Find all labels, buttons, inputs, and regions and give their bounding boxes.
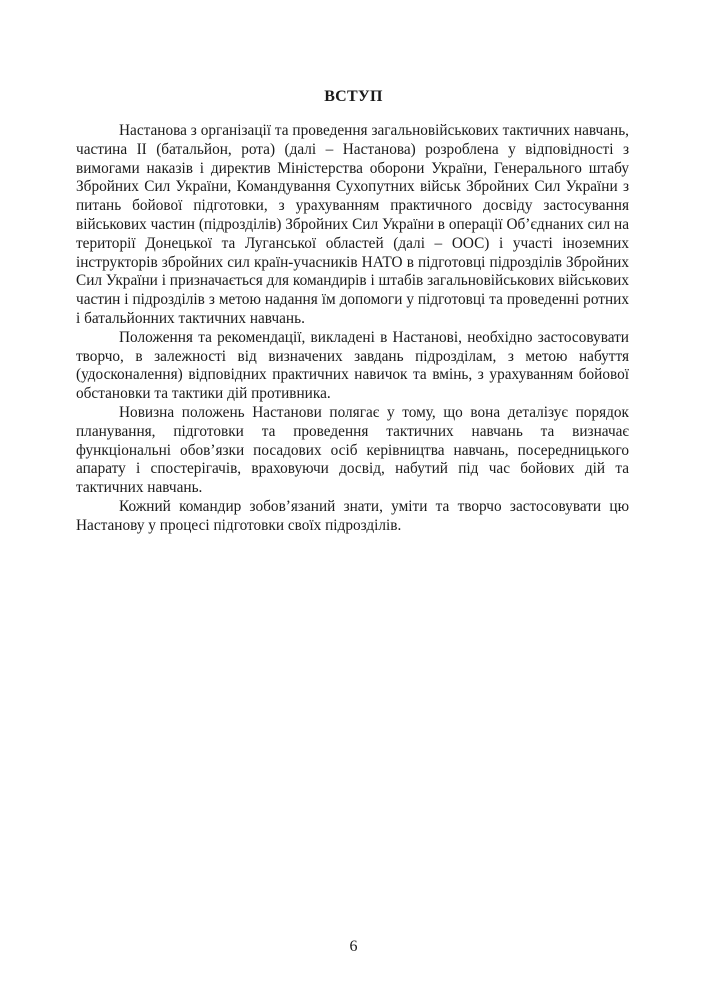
- paragraph-2: Положення та рекомендації, викладені в Настанові, необхідно застосовувати творчо, в залежності від визначених завдань підрозділам, з метою набуття (удосконалення) відповідних практичних навичок та вмінь, з урахуванням бойової обстановки та тактики дій противника.: [76, 328, 629, 403]
- body-text: [76, 122, 629, 536]
- paragraph-4: Кожний командир зобов’язаний знати, уміти та творчо застосовувати цю Настанову у процесі підготовки своїх підрозділів.: [76, 497, 629, 534]
- page-number: 6: [349, 938, 358, 955]
- paragraph-1: Настанова з організації та проведення загальновійськових тактичних навчань, частина ІІ (батальйон, рота) (далі – Настанова) розроблена у відповідності з вимогами наказів і директив Міністерства оборони України, Генерального штабу Збройних Сил України, Командування Сухопутних військ Збройних Сил України з питань бойової підготовки, з урахуванням практичного досвіду застосування військових частин (підрозділів) Збройних Сил України в операції Об’єднаних сил на території Донецької та Луганської областей (далі – ООС) і участі іноземних інструкторів збройних сил країн-учасників НАТО в підготовці підрозділів Збройних Сил України і призначається для командирів і штабів загальновійськових військових частин і підрозділів з метою надання їм допомоги у підготовці та проведенні ротних і батальйонних тактичних навчань.: [76, 122, 629, 327]
- section-title: ВСТУП: [324, 88, 383, 105]
- paragraph-3: Новизна положень Настанови полягає у тому, що вона деталізує порядок планування, підготовки та проведення тактичних навчань та визначає функціональні обов’язки посадових осіб керівництва навчань, посередницького апарату і спостерігачів, враховуючи досвід, набутий під час бойових дій та тактичних навчань.: [76, 403, 629, 497]
